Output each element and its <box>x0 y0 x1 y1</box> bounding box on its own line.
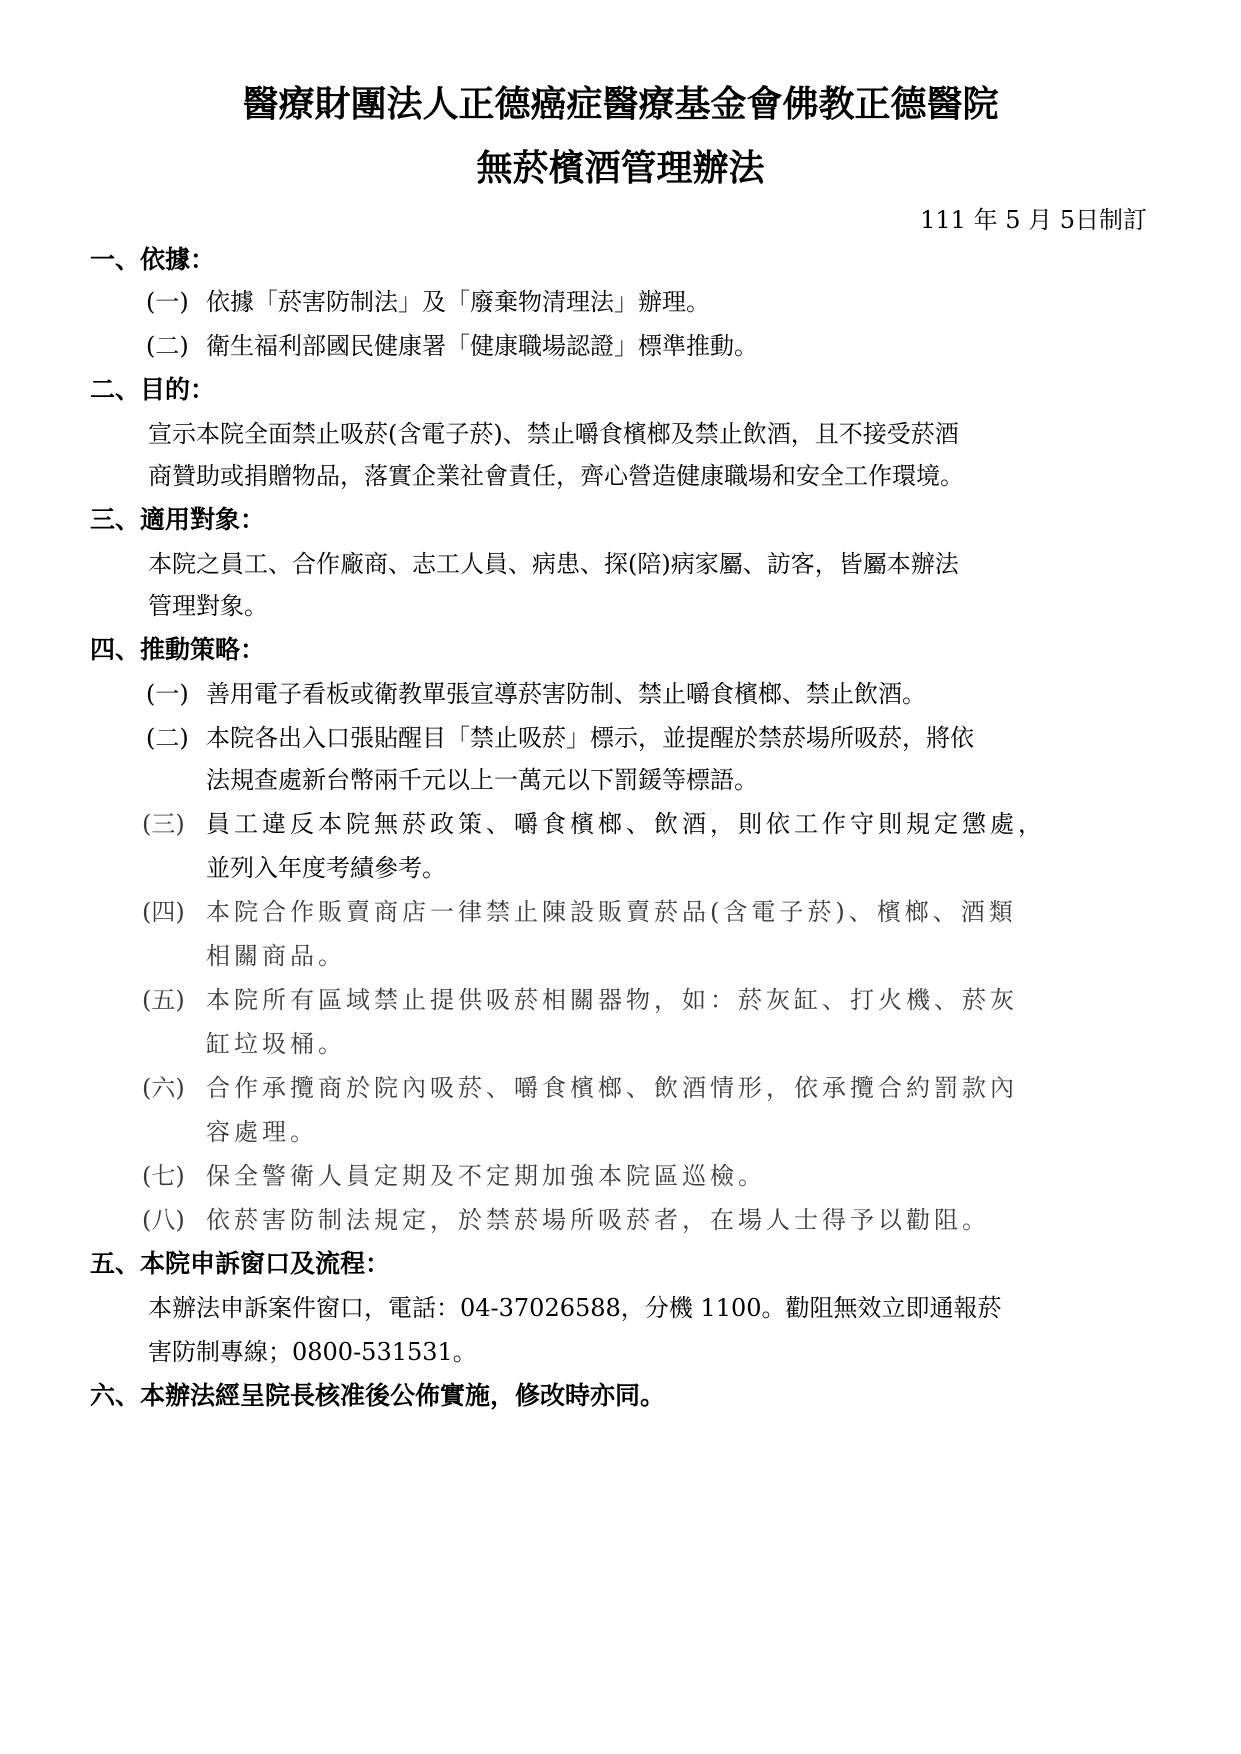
section-heading-implementation: 六、本辦法經呈院長核准後公佈實施，修改時亦同。 <box>90 1381 666 1410</box>
paragraph-line: 本辦法申訴案件窗口，電話：04-37026588，分機 1100。勸阻無效立即通報菸 <box>148 1294 1002 1322</box>
item-number: (二) <box>146 332 189 360</box>
item-text: 衛生福利部國民健康署「健康職場認證」標準推動。 <box>206 332 758 360</box>
item-text: 並列入年度考績參考。 <box>206 854 446 882</box>
item-text: 相關商品。 <box>206 942 346 970</box>
item-number: (五) <box>142 986 185 1014</box>
item-number: (七) <box>142 1162 185 1190</box>
section-heading-purpose: 二、目的： <box>90 375 216 404</box>
item-text: 合作承攬商於院內吸菸、嚼食檳榔、飲酒情形，依承攬合約罰款內 <box>206 1074 1018 1102</box>
item-number: (二) <box>146 724 189 752</box>
item-text: 本院各出入口張貼醒目「禁止吸菸」標示，並提醒於禁菸場所吸菸，將依 <box>206 724 974 752</box>
paragraph-line: 本院之員工、合作廠商、志工人員、病患、探(陪)病家屬、訪客，皆屬本辦法 <box>148 550 959 578</box>
item-text: 保全警衛人員定期及不定期加強本院區巡檢。 <box>206 1162 766 1190</box>
item-text: 依菸害防制法規定，於禁菸場所吸菸者，在場人士得予以勸阻。 <box>206 1206 990 1234</box>
item-text: 法規查處新台幣兩千元以上一萬元以下罰鍰等標語。 <box>206 766 758 794</box>
section-heading-basis: 一、依據： <box>90 245 216 274</box>
item-number: (一) <box>146 680 189 708</box>
paragraph-line: 商贊助或捐贈物品，落實企業社會責任，齊心營造健康職場和安全工作環境。 <box>148 462 964 490</box>
item-number: (六) <box>142 1074 185 1102</box>
section-heading-scope: 三、適用對象： <box>90 505 266 534</box>
document-title-policy: 無菸檳酒管理辦法 <box>476 147 765 189</box>
item-text: 本院所有區域禁止提供吸菸相關器物，如：菸灰缸、打火機、菸灰 <box>206 986 1018 1014</box>
section-heading-strategy: 四、推動策略： <box>90 635 266 664</box>
item-text: 本院合作販賣商店一律禁止陳設販賣菸品(含電子菸)、檳榔、酒類 <box>206 898 1017 926</box>
paragraph-line: 管理對象。 <box>148 592 268 620</box>
section-heading-complaint: 五、本院申訴窗口及流程： <box>90 1249 391 1278</box>
document-title-organization: 醫療財團法人正德癌症醫療基金會佛教正德醫院 <box>242 83 999 125</box>
item-number: (一) <box>146 288 189 316</box>
item-text: 容處理。 <box>206 1118 318 1146</box>
paragraph-line: 害防制專線；0800-531531。 <box>148 1338 477 1366</box>
item-number: (八) <box>142 1206 185 1234</box>
item-number: (四) <box>142 898 185 926</box>
item-number: (三) <box>142 810 185 838</box>
item-text: 員工違反本院無菸政策、嚼食檳榔、飲酒，則依工作守則規定懲處， <box>206 810 1046 838</box>
paragraph-line: 宣示本院全面禁止吸菸(含電子菸)、禁止嚼食檳榔及禁止飲酒，且不接受菸酒 <box>148 420 959 448</box>
item-text: 善用電子看板或衛教單張宣導菸害防制、禁止嚼食檳榔、禁止飲酒。 <box>206 680 926 708</box>
enactment-date: 111 年 5 月 5日制訂 <box>920 206 1147 234</box>
item-text: 缸垃圾桶。 <box>206 1030 346 1058</box>
item-text: 依據「菸害防制法」及「廢棄物清理法」辦理。 <box>206 288 710 316</box>
